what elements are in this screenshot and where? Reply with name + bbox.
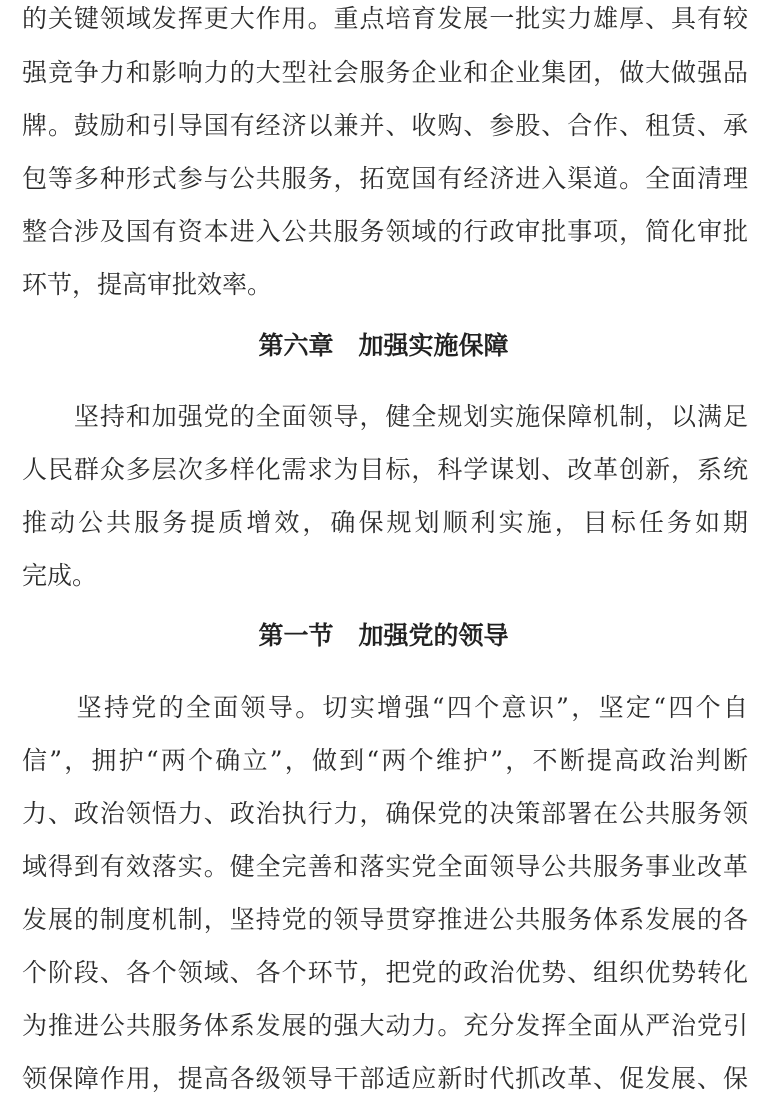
- text-line: 个阶段、各个领域、各个环节，把党的政治优势、组织优势转化: [22, 958, 748, 987]
- section-heading: 第一节 加强党的领导: [258, 621, 509, 650]
- text-line: 的关键领域发挥更大作用。重点培育发展一批实力雄厚、具有较: [22, 4, 748, 33]
- text-line: 信”，拥护“两个确立”，做到“两个维护”，不断提高政治判断: [22, 746, 748, 775]
- text-line: 为推进公共服务体系发展的强大动力。充分发挥全面从严治党引: [22, 1011, 748, 1040]
- text-line: 人民群众多层次多样化需求为目标，科学谋划、改革创新，系统: [22, 455, 748, 484]
- text-line: 领保障作用，提高各级领导干部适应新时代抓改革、促发展、保: [22, 1064, 748, 1093]
- chapter-heading: 第六章 加强实施保障: [258, 331, 509, 360]
- text-line: 推动公共服务提质增效，确保规划顺利实施，目标任务如期: [22, 508, 748, 537]
- text-line: 域得到有效落实。健全完善和落实党全面领导公共服务事业改革: [22, 852, 748, 881]
- text-line: 发展的制度机制，坚持党的领导贯穿推进公共服务体系发展的各: [22, 905, 748, 934]
- text-line: 牌。鼓励和引导国有经济以兼并、收购、参股、合作、租赁、承: [22, 111, 748, 140]
- text-line: 包等多种形式参与公共服务，拓宽国有经济进入渠道。全面清理: [22, 164, 748, 193]
- text-line: 坚持党的全面领导。切实增强“四个意识”，坚定“四个自: [22, 693, 748, 722]
- text-line: 环节，提高审批效率。: [22, 270, 273, 299]
- text-line: 力、政治领悟力、政治执行力，确保党的决策部署在公共服务领: [22, 799, 748, 828]
- text-line: 强竞争力和影响力的大型社会服务企业和企业集团，做大做强品: [22, 58, 748, 87]
- text-line: 完成。: [22, 561, 98, 590]
- text-line: 坚持和加强党的全面领导，健全规划实施保障机制，以满足: [22, 402, 748, 431]
- text-line: 整合涉及国有资本进入公共服务领域的行政审批事项，简化审批: [22, 217, 748, 246]
